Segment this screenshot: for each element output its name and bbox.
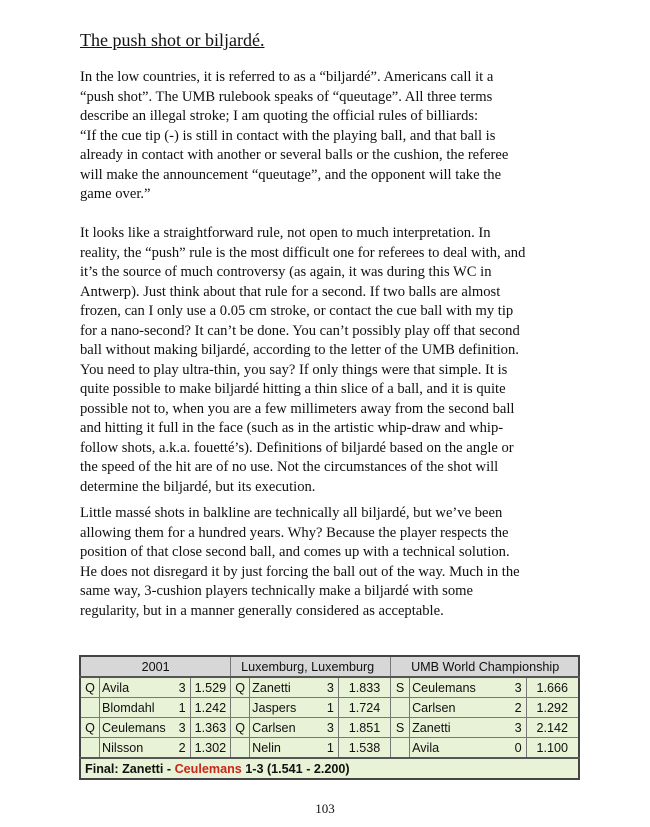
average: 1.833: [338, 677, 390, 698]
text-line: quite possible to make biljardé hitting a thin slice of a ball, and it is quite: [80, 381, 506, 397]
seed-tag: [231, 738, 250, 759]
average: 2.142: [526, 718, 579, 738]
player-name: Avila: [410, 738, 507, 759]
seed-tag: S: [391, 718, 410, 738]
text-line: regularity, but in a manner generally considered as acceptable.: [80, 602, 444, 619]
average: 1.363: [190, 718, 231, 738]
games-won: 3: [507, 677, 526, 698]
average: 1.292: [526, 698, 579, 718]
seed-tag: [80, 698, 100, 718]
final-result: [80, 758, 579, 779]
paragraph-1: [80, 68, 580, 205]
text-line: “push shot”. The UMB rulebook speaks of “queutage”. All three terms: [80, 88, 493, 105]
text-line: Little massé shots in balkline are technically all biljardé, but we’ve been: [80, 505, 503, 521]
player-name: Ceulemans: [410, 677, 507, 698]
average: 1.724: [338, 698, 390, 718]
text-line: and hitting it full in the face (such as in the artistic whip-draw and whip-: [80, 420, 504, 436]
games-won: 3: [175, 677, 190, 698]
player-name: Carlsen: [250, 718, 319, 738]
games-won: 2: [175, 738, 190, 759]
player-name: Blomdahl: [100, 698, 176, 718]
player-name: Nilsson: [100, 738, 176, 759]
text-line: position of that close second ball, and comes up with a technical solution.: [80, 544, 510, 560]
average: 1.851: [338, 718, 390, 738]
player-name: Zanetti: [250, 677, 319, 698]
results-table: [79, 655, 580, 780]
text-line: He does not disregard it by just forcing the ball out of the way. Much in the: [80, 563, 520, 580]
player-name: Avila: [100, 677, 176, 698]
table-body: [80, 677, 579, 758]
paragraph-3: [80, 504, 580, 621]
player-name: Jaspers: [250, 698, 319, 718]
text-line: In the low countries, it is referred to as a “biljardé”. Americans call it a: [80, 69, 494, 85]
text-line: ball without making biljardé, according to the letter of the UMB definition.: [80, 342, 519, 358]
final-separator: -: [163, 761, 175, 776]
text-line: follow shots, a.k.a. fouetté’s). Definitions of biljardé based on the angle or: [80, 439, 514, 456]
seed-tag: Q: [231, 677, 250, 698]
games-won: 3: [507, 718, 526, 738]
seed-tag: Q: [231, 718, 250, 738]
text-line: will make the announcement “queutage”, and the opponent will take the: [80, 166, 502, 183]
text-line: It looks like a straightforward rule, not open to much interpretation. In: [80, 225, 491, 241]
table-row: [80, 677, 579, 698]
text-line: frozen, can I only use a 0.05 cm stroke, or contact the cue ball with my tip: [80, 303, 514, 319]
table-row: [80, 738, 579, 759]
average: 1.302: [190, 738, 231, 759]
player-name: Zanetti: [410, 718, 507, 738]
games-won: 3: [319, 718, 338, 738]
average: 1.529: [190, 677, 231, 698]
text-line: describe an illegal stroke; I am quoting the official rules of billiards:: [80, 108, 479, 124]
average: 1.100: [526, 738, 579, 759]
seed-tag: [391, 738, 410, 759]
text-line: allowing them for a hundred years. Why? Because the player respects the: [80, 524, 509, 541]
games-won: 1: [319, 698, 338, 718]
player-name: Nelin: [250, 738, 319, 759]
games-won: 3: [319, 677, 338, 698]
seed-tag: [80, 738, 100, 759]
games-won: 1: [175, 698, 190, 718]
final-label: Final:: [85, 761, 123, 776]
seed-tag: S: [391, 677, 410, 698]
text-line: reality, the “push” rule is the most difficult one for referees to deal with, and: [80, 244, 526, 261]
final-score: 1-3 (1.541 - 2.200): [241, 761, 350, 776]
games-won: 1: [319, 738, 338, 759]
seed-tag: [231, 698, 250, 718]
final-winner: Zanetti: [122, 761, 164, 776]
games-won: 2: [507, 698, 526, 718]
games-won: 0: [507, 738, 526, 759]
seed-tag: [391, 698, 410, 718]
page-title: The push shot or biljardé.: [80, 30, 265, 50]
seed-tag: Q: [80, 677, 100, 698]
text-line: already in contact with another or several balls or the cushion, the referee: [80, 147, 509, 163]
paragraph-2: [80, 224, 580, 497]
final-highlighted-player: Ceulemans: [174, 761, 242, 776]
table-header-row: [80, 656, 579, 677]
text-line: determine the biljardé, but its execution.: [80, 478, 316, 495]
text-line: possible not to, when you are a few millimeters away from the second ball: [80, 400, 515, 417]
table-event: UMB World Championship: [391, 656, 579, 677]
table-year: 2001: [80, 656, 231, 677]
final-result-row: [80, 758, 579, 779]
text-line: same way, 3-cushion players technically make a biljardé with some: [80, 583, 473, 599]
text-line: “If the cue tip (-) is still in contact with the playing ball, and that ball is: [80, 127, 496, 144]
average: 1.242: [190, 698, 231, 718]
player-name: Ceulemans: [100, 718, 176, 738]
table-row: [80, 698, 579, 718]
player-name: Carlsen: [410, 698, 507, 718]
table-row: [80, 718, 579, 738]
text-line: Antwerp). Just think about that rule for a second. If two balls are almost: [80, 283, 501, 300]
average: 1.538: [338, 738, 390, 759]
seed-tag: Q: [80, 718, 100, 738]
text-line: for a nano-second? It can’t be done. You can’t possibly play off that second: [80, 322, 520, 339]
text-line: You need to play ultra-thin, you say? If only things were that simple. It is: [80, 361, 508, 378]
text-line: the speed of the hit are of no use. Not the circumstances of the shot will: [80, 459, 499, 475]
text-line: it’s the source of much controversy (as again, it was during this WC in: [80, 264, 492, 280]
average: 1.666: [526, 677, 579, 698]
page-number: 103: [315, 801, 335, 816]
games-won: 3: [175, 718, 190, 738]
table-location: Luxemburg, Luxemburg: [231, 656, 391, 677]
text-line: game over.”: [80, 186, 151, 202]
